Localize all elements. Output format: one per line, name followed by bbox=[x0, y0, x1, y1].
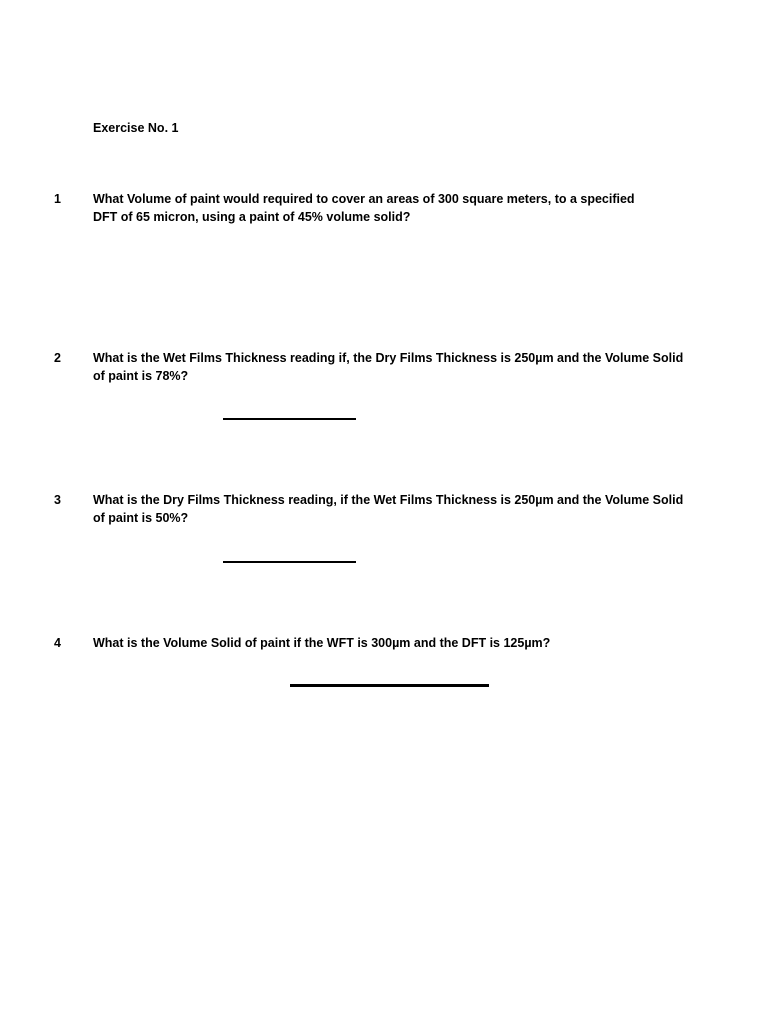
question-3-line-1: What is the Dry Films Thickness reading, if the Wet Films Thickness is 250µm and the Volume Solid bbox=[93, 493, 684, 507]
question-3-line-2: of paint is 50%? bbox=[93, 511, 189, 525]
question-2-text bbox=[93, 349, 683, 385]
question-1-line-2: DFT of 65 micron, using a paint of 45% volume solid? bbox=[93, 210, 411, 224]
question-3-answer-line[interactable] bbox=[223, 561, 356, 563]
exercise-title: Exercise No. 1 bbox=[93, 121, 179, 135]
question-4-answer-line[interactable] bbox=[290, 684, 489, 687]
question-2-answer-line[interactable] bbox=[223, 418, 356, 420]
question-1-text bbox=[93, 190, 635, 226]
question-3-number: 3 bbox=[54, 493, 61, 507]
question-2-line-1: What is the Wet Films Thickness reading if, the Dry Films Thickness is 250µm and the Volume Solid bbox=[93, 351, 684, 365]
question-2-line-2: of paint is 78%? bbox=[93, 369, 189, 383]
question-4-number: 4 bbox=[54, 636, 61, 650]
question-2-number: 2 bbox=[54, 351, 61, 365]
question-1-line-1: What Volume of paint would required to cover an areas of 300 square meters, to a specified bbox=[93, 192, 635, 206]
question-4-line-1: What is the Volume Solid of paint if the WFT is 300µm and the DFT is 125µm? bbox=[93, 636, 551, 650]
question-4-text bbox=[93, 634, 550, 652]
question-1-number: 1 bbox=[54, 192, 61, 206]
question-3-text bbox=[93, 491, 683, 527]
